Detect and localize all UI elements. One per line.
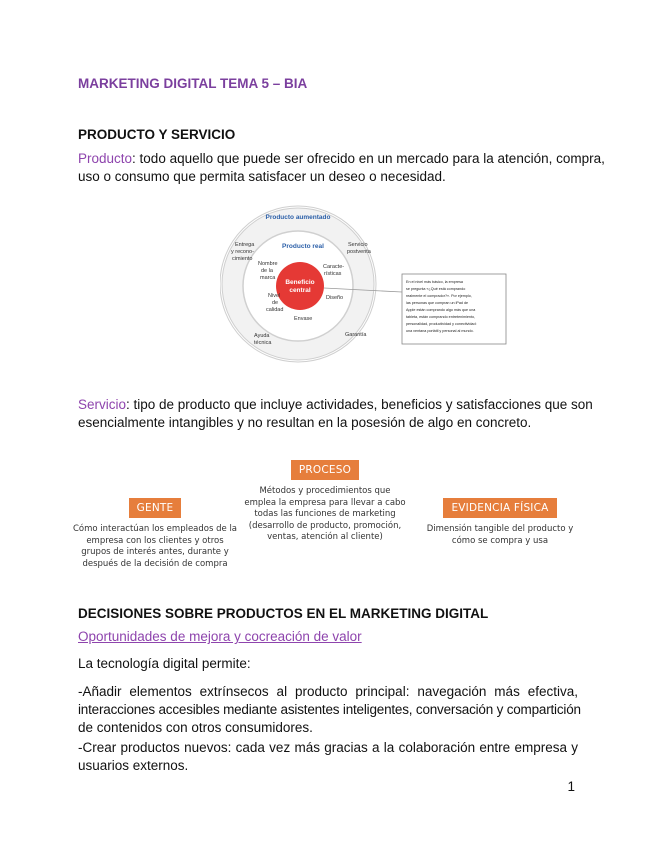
label-nombre-marca: Nombre	[258, 261, 278, 267]
item2-paragraph	[78, 739, 578, 775]
note-line: Apple están comprando algo más que una	[406, 308, 476, 312]
label-entrega: Entrega	[235, 242, 255, 248]
svg-text:de la: de la	[261, 268, 273, 274]
item1-line: -Añadir elementos extrínsecos al producto principal: navegación más efectiva,	[78, 684, 578, 699]
core-label-2: central	[289, 287, 311, 294]
producto-line2: uso o consumo que permita satisfacer un deseo o necesidad.	[78, 169, 446, 184]
svg-text:marca: marca	[260, 275, 276, 281]
item1-paragraph	[78, 683, 581, 737]
label-ayuda-tecnica: Ayuda	[254, 333, 270, 339]
subheading-oportunidades[interactable]: Oportunidades de mejora y cocreación de valor	[78, 629, 362, 644]
label-nivel-calidad: Nivel	[268, 293, 281, 299]
servicio-definition	[78, 396, 593, 432]
note-line: tableta, están comprando entretenimiento,	[406, 315, 476, 319]
svg-text:técnica: técnica	[254, 340, 272, 346]
section-heading-producto-servicio: PRODUCTO Y SERVICIO	[78, 127, 236, 142]
item2-line: usuarios externos.	[78, 758, 189, 773]
note-line: personalidad, productividad y conectividad:	[406, 322, 477, 326]
outer-ring-label: Producto aumentado	[265, 214, 331, 221]
core-label-1: Beneficio	[285, 279, 315, 286]
label-envase: Envase	[294, 316, 313, 322]
evidencia-label: EVIDENCIA FÍSICA	[443, 498, 556, 518]
intro-text: La tecnología digital permite:	[78, 656, 251, 671]
document-title: MARKETING DIGITAL TEMA 5 – BIA	[78, 76, 308, 91]
gente-description: Cómo interactúan los empleados de la empresa con los clientes y otros grupos de interés antes, durante y después de la decisión de compra	[72, 524, 238, 569]
note-line: una ventana portátil y personal al mundo.	[406, 329, 474, 333]
evidencia-description: Dimensión tangible del producto y cómo se compra y usa	[426, 524, 574, 546]
label-servicio-postventa: Servicio	[348, 242, 368, 248]
note-line: las personas que compran un iPad de	[406, 301, 469, 305]
proceso-block	[240, 458, 410, 544]
producto-line1: : todo aquello que puede ser ofrecido en un mercado para la atención, compra,	[132, 151, 605, 166]
product-levels-diagram	[220, 196, 520, 376]
item2-line: -Crear productos nuevos: cada vez más gracias a la colaboración entre empresa y	[78, 740, 578, 755]
section-heading-decisiones: DECISIONES SOBRE PRODUCTOS EN EL MARKETING DIGITAL	[78, 606, 489, 621]
label-garantia: Garantía	[345, 332, 367, 338]
svg-text:y recono-: y recono-	[231, 249, 254, 255]
proceso-description: Métodos y procedimientos que emplea la empresa para llevar a cabo todas las funciones de marketing (desarrollo de producto, promoción, ventas, atención al cliente)	[244, 486, 406, 542]
item1-line: de contenidos con otros consumidores.	[78, 720, 313, 735]
note-line: realmente el comprador?». Por ejemplo,	[406, 294, 472, 298]
page-number: 1	[567, 779, 575, 794]
servicio-line2: esencialmente intangibles y no resultan en la posesión de algo en concreto.	[78, 415, 532, 430]
gente-label: GENTE	[129, 498, 182, 518]
svg-text:cimiento: cimiento	[232, 256, 253, 262]
svg-text:rísticas: rísticas	[324, 271, 342, 277]
item1-line: interacciones accesibles mediante asistentes inteligentes, conversación y compartición	[78, 702, 581, 717]
label-caracteristicas: Caracte-	[323, 264, 345, 270]
middle-ring-label: Producto real	[282, 243, 324, 250]
gente-block	[70, 496, 240, 570]
svg-text:postventa: postventa	[347, 249, 371, 255]
proceso-label: PROCESO	[291, 460, 359, 480]
svg-text:calidad: calidad	[266, 307, 284, 313]
producto-term: Producto	[78, 151, 133, 166]
note-line: se pregunta «¿Qué está comprando	[406, 287, 466, 291]
servicio-term: Servicio	[78, 397, 127, 412]
core-circle	[276, 262, 324, 310]
servicio-line1: : tipo de producto que incluye actividades, beneficios y satisfacciones que son	[126, 397, 593, 412]
evidencia-block	[420, 496, 580, 547]
note-line: En el nivel más básico, la empresa	[406, 280, 463, 284]
label-diseno: Diseño	[326, 295, 344, 301]
svg-text:de: de	[272, 300, 279, 306]
producto-definition	[78, 150, 605, 186]
